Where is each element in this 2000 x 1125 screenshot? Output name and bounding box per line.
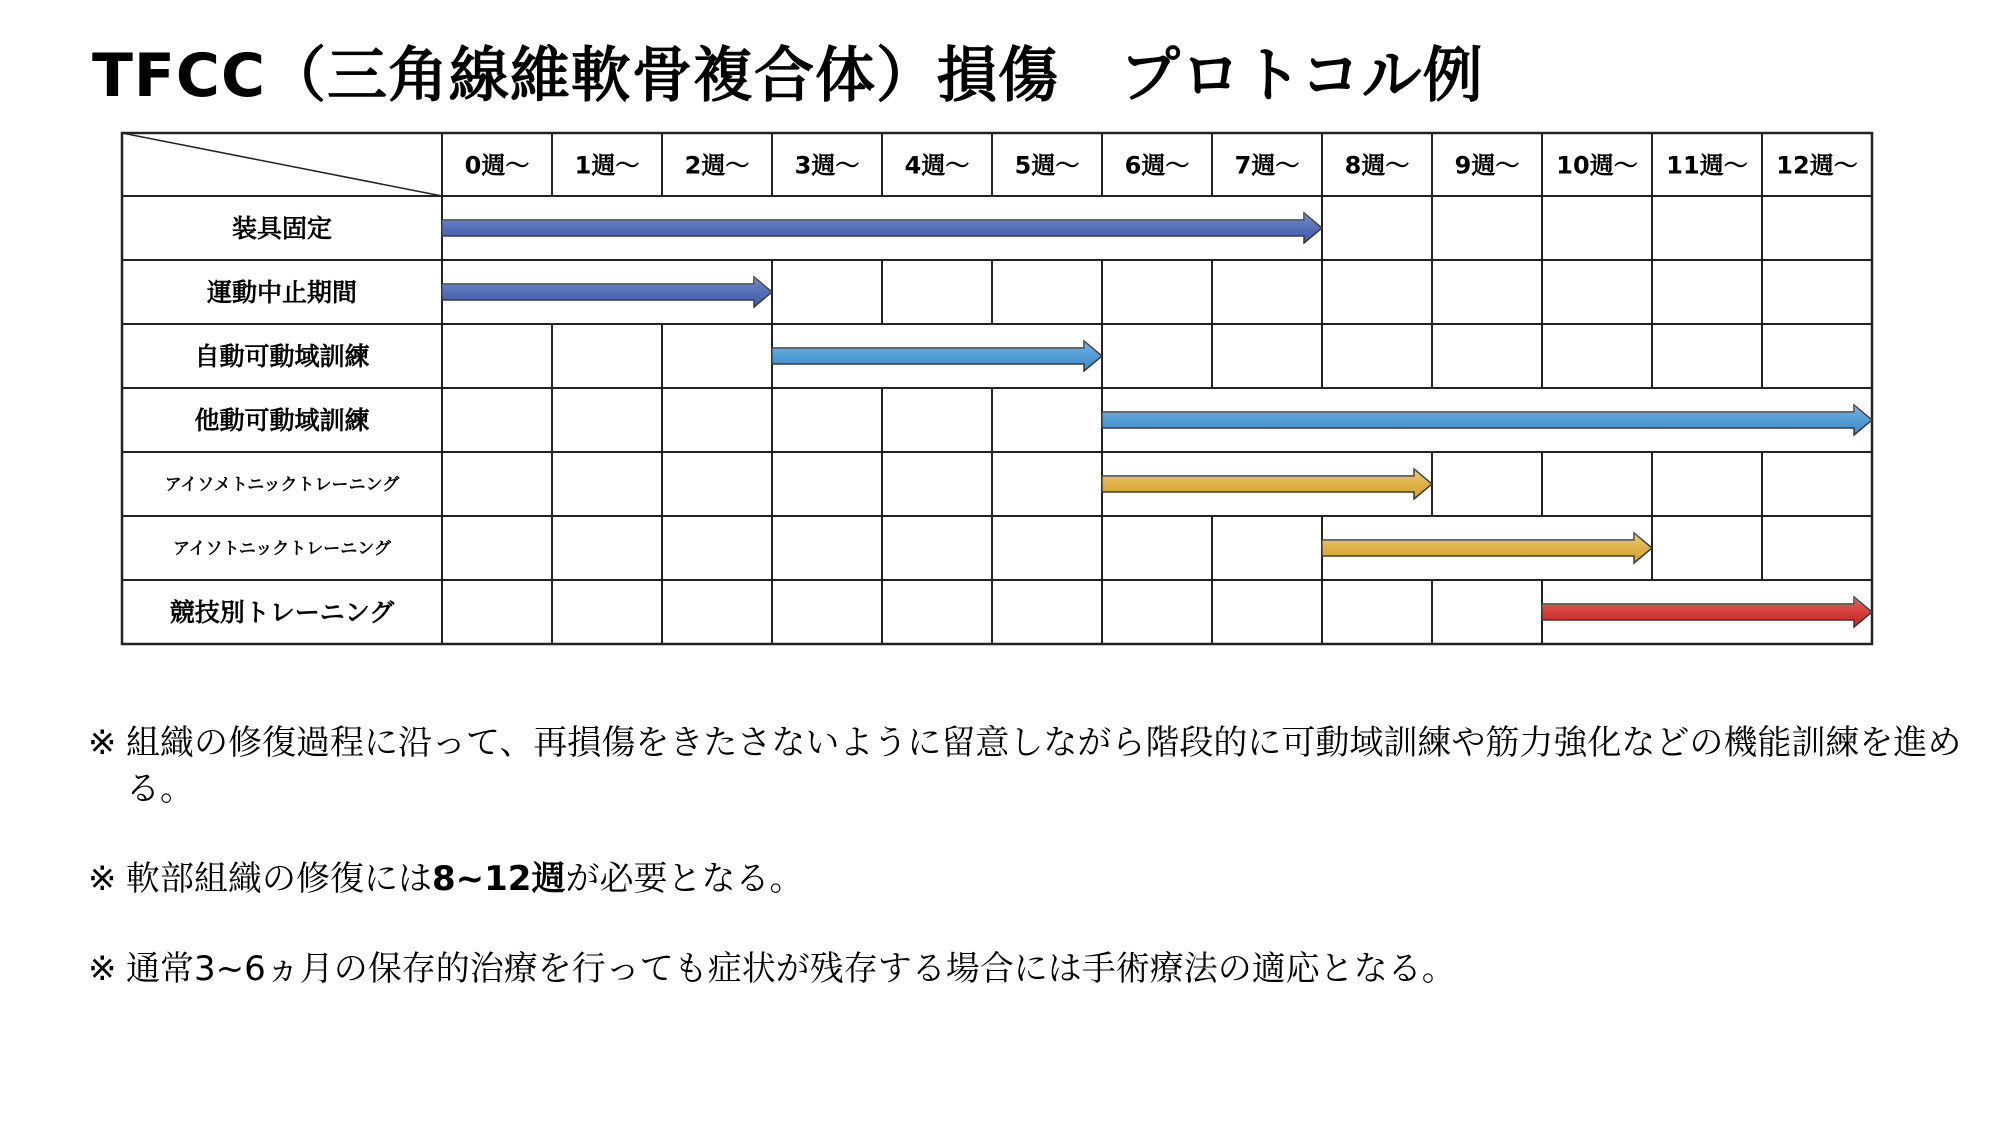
week-header-label: 2週〜 xyxy=(684,151,750,180)
week-header-label: 4週〜 xyxy=(904,151,970,180)
task-row-label: アイソトニックトレーニング xyxy=(173,539,391,559)
note-text: 組織の修復過程に沿って、再損傷をきたさないように留意しながら階段的に可動域訓練や筋力強化などの機能訓練を進める。 xyxy=(126,723,1962,809)
note-mark: ※ xyxy=(88,949,117,989)
task-arrow-shade xyxy=(772,341,1102,371)
task-row-label: 運動中止期間 xyxy=(206,278,358,307)
week-header-label: 12週〜 xyxy=(1776,151,1858,180)
week-header-label: 5週〜 xyxy=(1014,151,1080,180)
week-header-label: 8週〜 xyxy=(1344,151,1410,180)
note-2 xyxy=(88,856,1986,902)
week-header-label: 1週〜 xyxy=(574,151,640,180)
task-arrow-shade xyxy=(1542,597,1872,627)
week-header-label: 3週〜 xyxy=(794,151,860,180)
note-3 xyxy=(88,946,1986,992)
note-mark: ※ xyxy=(88,859,117,899)
week-header-label: 9週〜 xyxy=(1454,151,1520,180)
note-text-bold: 8~12週 xyxy=(432,859,566,899)
note-mark: ※ xyxy=(88,723,117,763)
note-1 xyxy=(88,720,1986,812)
task-arrow-shade xyxy=(1102,469,1432,499)
week-header-label: 6週〜 xyxy=(1124,151,1190,180)
task-row-label: アイソメトニックトレーニング xyxy=(164,475,400,495)
task-arrow-shade xyxy=(1102,405,1872,435)
week-header-label: 10週〜 xyxy=(1556,151,1638,180)
note-text: 通常3~6ヵ月の保存的治療を行っても症状が残存する場合には手術療法の適応となる。 xyxy=(126,949,1456,989)
task-row-label: 他動可動域訓練 xyxy=(194,406,370,435)
task-arrow-shade xyxy=(442,277,772,307)
week-header-label: 7週〜 xyxy=(1234,151,1300,180)
task-arrow-shade xyxy=(442,213,1322,243)
corner-diagonal xyxy=(122,133,442,196)
task-row-label: 装具固定 xyxy=(231,214,333,243)
week-header-label: 0週〜 xyxy=(464,151,530,180)
task-arrow-shade xyxy=(1322,533,1652,563)
week-header-label: 11週〜 xyxy=(1666,151,1748,180)
note-text-before: 軟部組織の修復には xyxy=(126,859,432,899)
notes xyxy=(88,720,1986,1036)
task-row-label: 競技別トレーニング xyxy=(169,598,395,627)
task-row-label: 自動可動域訓練 xyxy=(194,342,370,371)
page-title: TFCC（三角線維軟骨複合体）損傷 プロトコル例 xyxy=(92,41,1484,111)
note-text-after: が必要となる。 xyxy=(565,859,804,899)
